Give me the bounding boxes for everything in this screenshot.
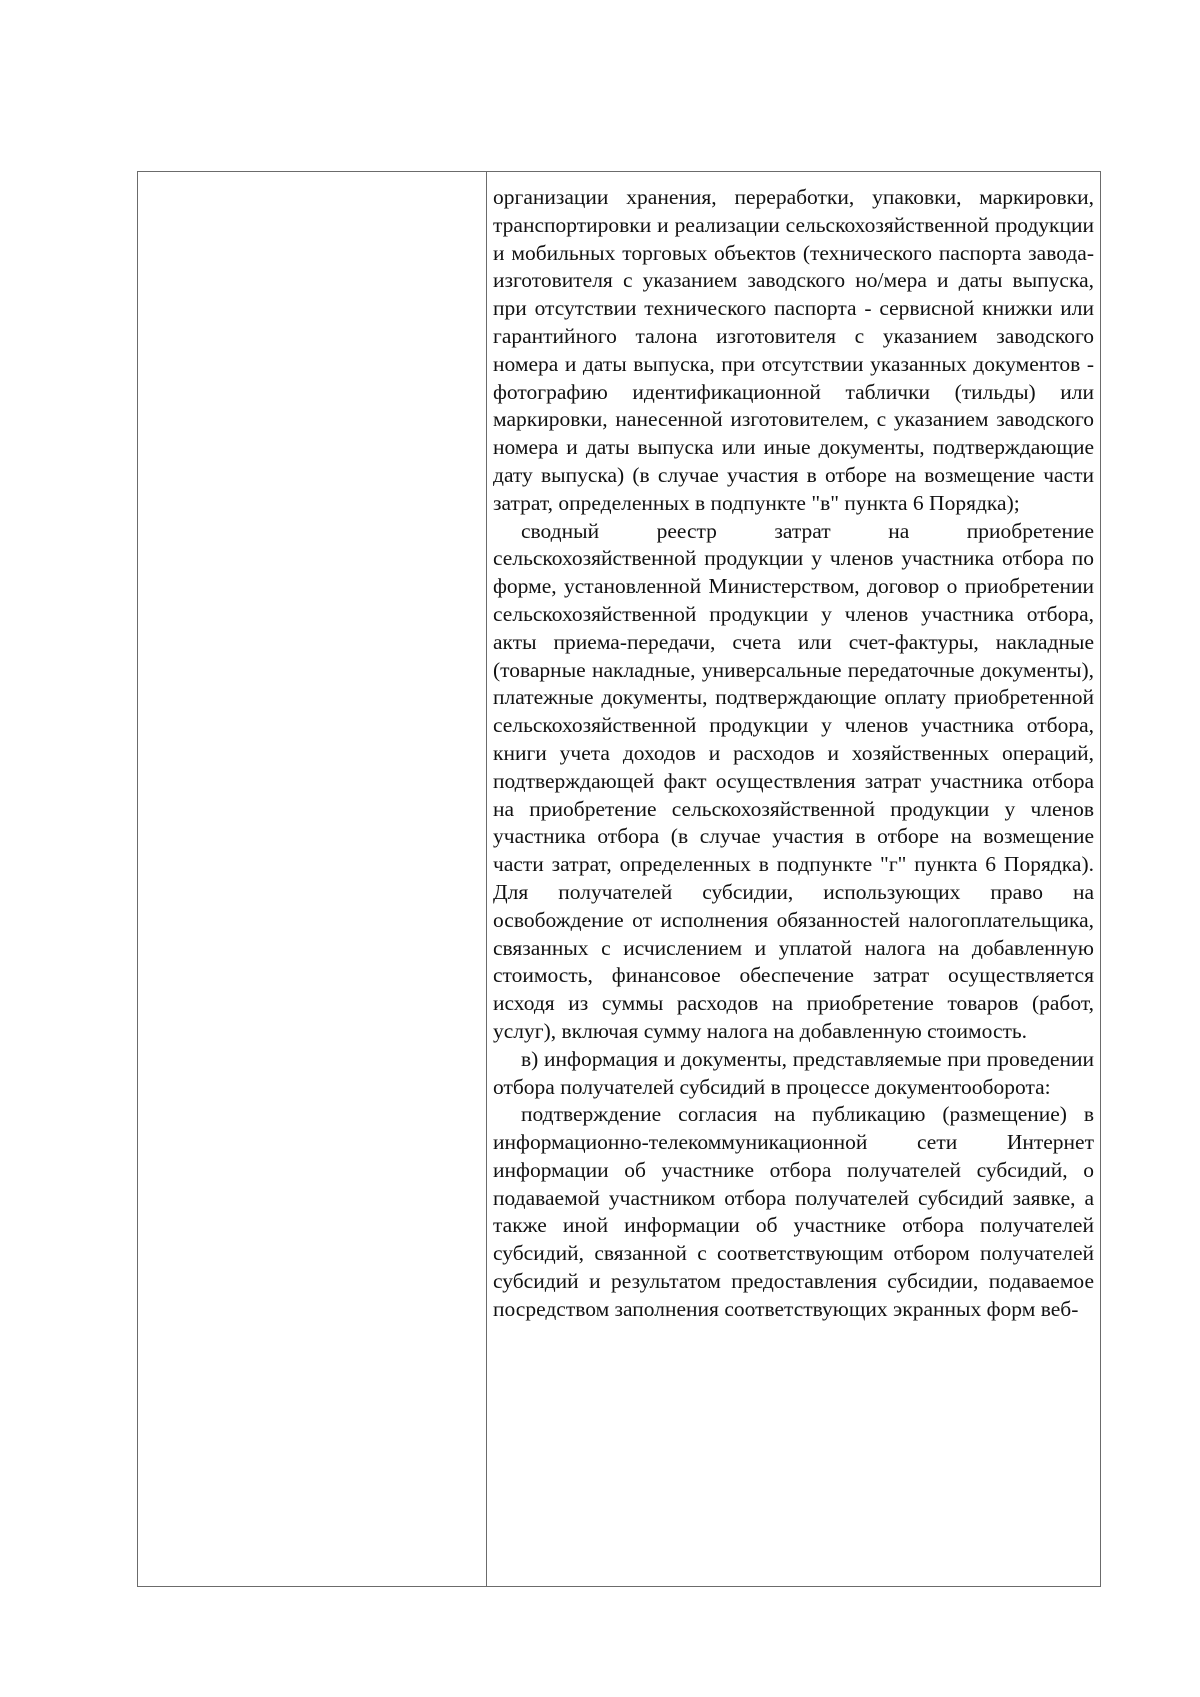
table-right-cell: [487, 172, 1100, 1586]
paragraph-equipment-documents: организации хранения, переработки, упаковки, маркировки, транспортировки и реализации сельскохозяйственной продукции и мобильных торговых объектов (технического паспорта завода-изготовителя с указанием заводского но/мера и даты выпуска, при отсутствии технического паспорта - сервисной книжки или гарантийного талона изготовителя с указанием заводского номера и даты выпуска, при отсутствии указанных документов - фотографию идентификационной таблички (тильды) или маркировки, нанесенной изготовителем, с указанием заводского номера и даты выпуска или иные документы, подтверждающие дату выпуска) (в случае участия в отборе на возмещение части затрат, определенных в подпункте "в" пункта 6 Порядка);: [493, 185, 1094, 515]
paragraph-cost-register: сводный реестр затрат на приобретение сельскохозяйственной продукции у членов участника отбора по форме, установленной Министерством, договор о приобретении сельскохозяйственной продукции у членов участника отбора, акты приема-передачи, счета или счет-фактуры, накладные (товарные накладные, универсальные передаточные документы), платежные документы, подтверждающие оплату приобретенной сельскохозяйственной продукции у членов участника отбора, книги учета доходов и расходов и хозяйственных операций, подтверждающей факт осуществления затрат участника отбора на приобретение сельскохозяйственной продукции у членов участника отбора (в случае участия в отборе на возмещение части затрат, определенных в подпункте "г" пункта 6 Порядка). Для получателей субсидии, использующих право на освобождение от исполнения обязанностей налогоплательщика, связанных с исчислением и уплатой налога на добавленную стоимость, финансовое обеспечение затрат осуществляется исходя из суммы расходов на приобретение товаров (работ, услуг), включая сумму налога на добавленную стоимость.: [493, 518, 1094, 1043]
table-left-cell: [138, 172, 487, 1586]
document-table: [137, 171, 1101, 1587]
paragraph-section-v: в) информация и документы, представляемые при проведении отбора получателей субсидий в процессе документооборота:: [493, 1046, 1094, 1099]
paragraph-publication-consent: подтверждение согласия на публикацию (размещение) в информационно-телекоммуникационной сети Интернет информации об участнике отбора получателей субсидий, о подаваемой участником отбора получателей субсидий заявке, а также иной информации об участнике отбора получателей субсидий, связанной с соответствующим отбором получателей субсидий и результатом предоставления субсидии, подаваемое посредством заполнения соответствующих экранных форм веб-: [493, 1102, 1094, 1321]
